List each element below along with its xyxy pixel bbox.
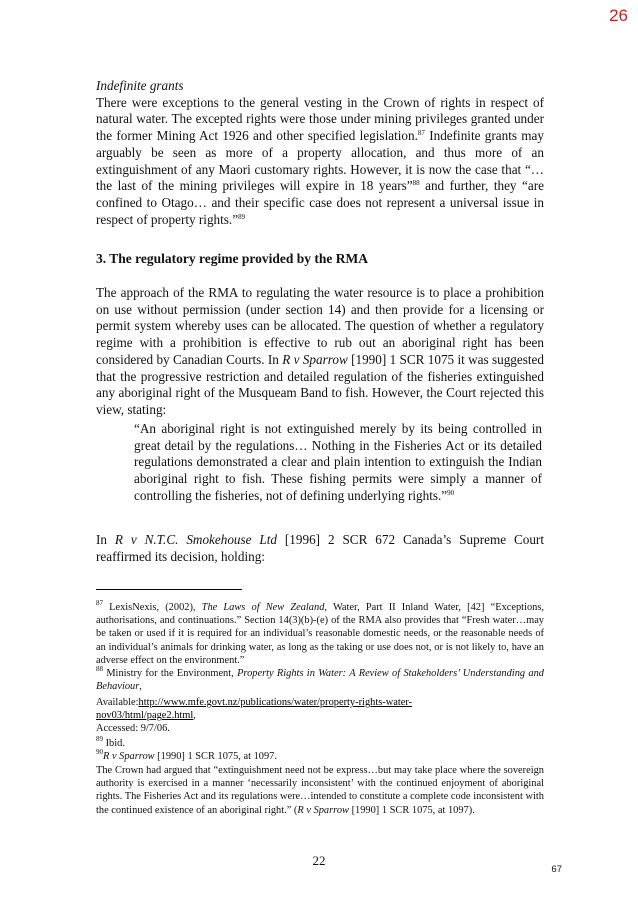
text-span: The approach of the RMA to regulating the water resource is to place a prohibition on use without permission (under section 14) and then provide for a licensing or permit system whereby uses can be allocated. The question of whether a regulatory regime with a prohibition is effective to rub out an aboriginal right has been considered by Canadian Courts. In [96,285,544,367]
case-name: R v N.T.C. Smokehouse Ltd [114,532,277,547]
url-link[interactable]: nov03/html/page2.html [96,710,194,722]
text-span: LexisNexis, (2002), [103,602,202,613]
text-span: and further, they “are confined to Otago… and their specific case does not represent a universal issue in respect of property rights.” [96,178,544,227]
page-number: 22 [312,853,326,868]
text-span: Accessed: 9/7/06. [96,723,170,735]
footnote-ref[interactable]: 88 [412,179,420,188]
text-span: [1990] 1 SCR 1075, at 1097. [154,751,277,762]
footnote-divider [96,589,242,590]
footnote-90-continued [96,764,544,817]
block-quote [134,421,542,505]
text-span: [1996] 2 SCR 672 Canada’s Supreme Court reaffirmed its decision, holding: [96,532,544,564]
case-name: R v Sparrow [297,804,349,816]
footnote-ref[interactable]: 87 [417,129,425,138]
text-span: , [139,681,142,693]
footnote-90 [96,750,544,763]
footnote-88 [96,667,544,693]
footnote-89 [96,737,544,750]
section-title: Indefinite grants [96,78,184,93]
footnote-number: 87 [96,599,103,607]
footnote-number: 88 [96,665,103,673]
text-span: There were exceptions to the general vesting in the Crown of rights in respect of natural water. The excepted rights were those under mining privileges granted under the former Mining Act 1926 and other specified legislation. [96,94,544,144]
case-name: R v Sparrow [282,351,348,367]
text-span: [1990] 1 SCR 1075, at 1097). [348,804,475,816]
corner-page-number: 26 [609,6,628,25]
footnote-number: 89 [96,735,103,743]
case-name: R v Sparrow [103,751,155,762]
text-span: In [96,532,115,547]
text-span: , Water, Part II Inland Water, [42] “Exceptions, authorisations, and continuations.” Section 14(3)(b)-(e) of the RMA also provides that “Fresh water…may be taken or used if it is required for an individual’s reasonable domestic needs, or the reasonable needs of an individual’s animals for drinking water, as long as the taking or use does not, or is not likely to, have an adverse effect on the environment.” [96,602,544,666]
section-indefinite-grants [96,78,544,228]
footnote-87 [96,601,544,667]
text-span: The Crown had argued that “extinguishment need not be express…but may take place where the sovereign authority is exercised in a manner ‘necessarily inconsistent’ with the continued enjoyment of aboriginal rights. The Fisheries Act and its regulations were…intended to constitute a complete code inconsistent with the continued existence of an aboriginal right.” ( [96,765,544,816]
text-span: , [193,710,196,722]
paragraph [96,285,544,419]
footnote-ref[interactable]: 90 [447,488,455,497]
footnote-88-link [96,696,544,736]
footnote-ref[interactable]: 89 [238,212,246,221]
citation-title: The Laws of New Zealand [201,602,325,613]
text-span: Indefinite grants may arguably be seen as more of a property allocation, and thus more of an extinguishment of any Maori customary rights. However, it is now the case that “…the last of the mining privileges will expire in 18 years” [96,128,545,194]
paragraph [96,95,544,229]
url-link[interactable]: http://www.mfe.govt.nz/publications/water/property-rights-water- [138,697,413,708]
quote-text: “An aboriginal right is not extinguished merely by its being controlled in great detail by the regulations… Nothing in the Fisheries Act or its detailed regulations demonstrated a clear and plain intention to extinguish the Indian aboriginal right to fish. These fishing permits were simply a manner of controlling the fisheries, not of defining underlying rights.” [134,421,542,503]
text-span: Ministry for the Environment, [103,668,238,679]
text-span: Available: [96,697,139,708]
footnote-number: 90 [96,748,103,756]
text-span: [1990] 1 SCR 1075 it was suggested that the progressive restriction and detailed regulation of the fisheries extinguished any aboriginal right of the Musqueam Band to fish. However, the Court rejected this view, stating: [96,351,544,417]
section-heading: 3. The regulatory regime provided by the RMA [96,251,368,266]
citation-title: Property Rights in Water: A Review of Stakeholders’ Understanding and Behaviour [96,668,544,693]
paragraph [96,532,544,565]
stamp-number: 67 [551,864,562,875]
text-span: Ibid. [103,738,125,749]
